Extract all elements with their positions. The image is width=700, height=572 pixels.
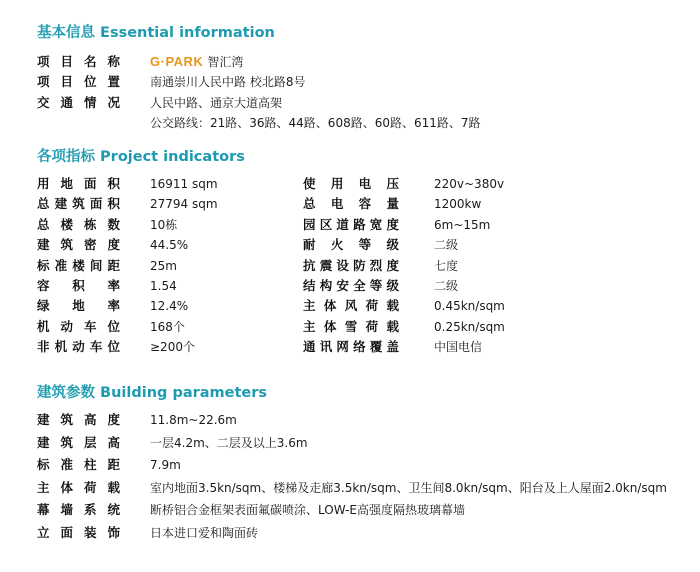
row-label: 建筑层高 [37,434,120,450]
row-value: 11.8m~22.6m [150,413,237,427]
row-value: 中国电信 [434,340,483,355]
row-label: 绿地率 [37,298,120,314]
row-value: 二级 [434,238,459,253]
section-title-indicators: 各项指标 Project indicators [37,149,245,165]
row-label: 总电容量 [303,196,399,212]
row-value: 10栋 [150,217,178,232]
row-label: 主体荷载 [37,479,120,495]
row-value: 7.9m [150,458,181,473]
row-value: 220v~380v [434,177,505,191]
row-value: 16911 sqm [150,177,218,191]
row-value: 44.5% [150,238,189,253]
row-label: 通讯网络覆盖 [303,339,399,355]
row-label: 主体风荷载 [303,298,399,314]
row-value: 1.54 [150,279,177,293]
gpark-logo-text: G·PARK [150,54,204,69]
row-label: 项目名称 [37,54,120,69]
row-value: 人民中路、通京大道高架 [150,96,283,110]
section-title-essential: 基本信息 Essential information [37,25,275,41]
row-label: 总楼栋数 [37,216,120,232]
row-value: 日本进口爱和陶面砖 [150,526,259,540]
row-label: 建筑高度 [37,412,120,427]
row-label: 项目位置 [37,74,120,89]
row-value: 168个 [150,319,185,334]
row-value [150,54,243,70]
row-value: 一层4.2m、二层及以上3.6m [150,435,308,450]
row-value: 12.4% [150,299,189,314]
row-value: 南通崇川人民中路 校北路8号 [150,75,306,89]
row-label: 总建筑面积 [37,196,120,212]
row-label: 抗震设防烈度 [303,257,399,273]
row-value: 七度 [434,258,459,273]
row-value: 0.45kn/sqm [434,299,505,314]
row-value: 二级 [434,279,459,293]
row-label: 园区道路宽度 [303,216,399,232]
row-label: 建筑密度 [37,237,120,253]
row-label: 幕墙系统 [37,502,120,518]
row-label: 标准柱距 [37,457,120,473]
row-value: 室内地面3.5kn/sqm、楼梯及走廊3.5kn/sqm、卫生间8.0kn/sqm、阳台及上人屋面2.0kn/sqm [150,480,667,495]
row-label: 使用电压 [303,176,399,191]
row-value: ≥200个 [150,340,195,355]
row-value: 断桥铝合金框架表面氟碳喷涂、LOW-E高强度隔热玻璃幕墙 [150,503,465,518]
project-name-value: 智汇湾 [207,55,244,69]
row-value: 1200kw [434,197,482,212]
row-label: 耐火等级 [303,237,399,253]
row-label: 交通情况 [37,95,120,110]
row-label: 非机动车位 [37,339,120,355]
row-label: 容积率 [37,278,120,293]
row-value: 6m~15m [434,217,491,232]
row-value: 0.25kn/sqm [434,319,505,334]
row-label: 用地面积 [37,176,120,191]
section-title-building: 建筑参数 Building parameters [37,385,268,401]
row-label: 机动车位 [37,318,120,334]
row-label: 主体雪荷载 [303,318,399,334]
row-value: 25m [150,258,177,273]
row-label: 结构安全等级 [303,278,399,293]
row-label: 立面装饰 [37,525,120,540]
row-value: 公交路线：21路、36路、44路、608路、60路、611路、7路 [150,116,481,130]
row-value: 27794 sqm [150,197,218,212]
row-label: 标准楼间距 [37,257,120,273]
